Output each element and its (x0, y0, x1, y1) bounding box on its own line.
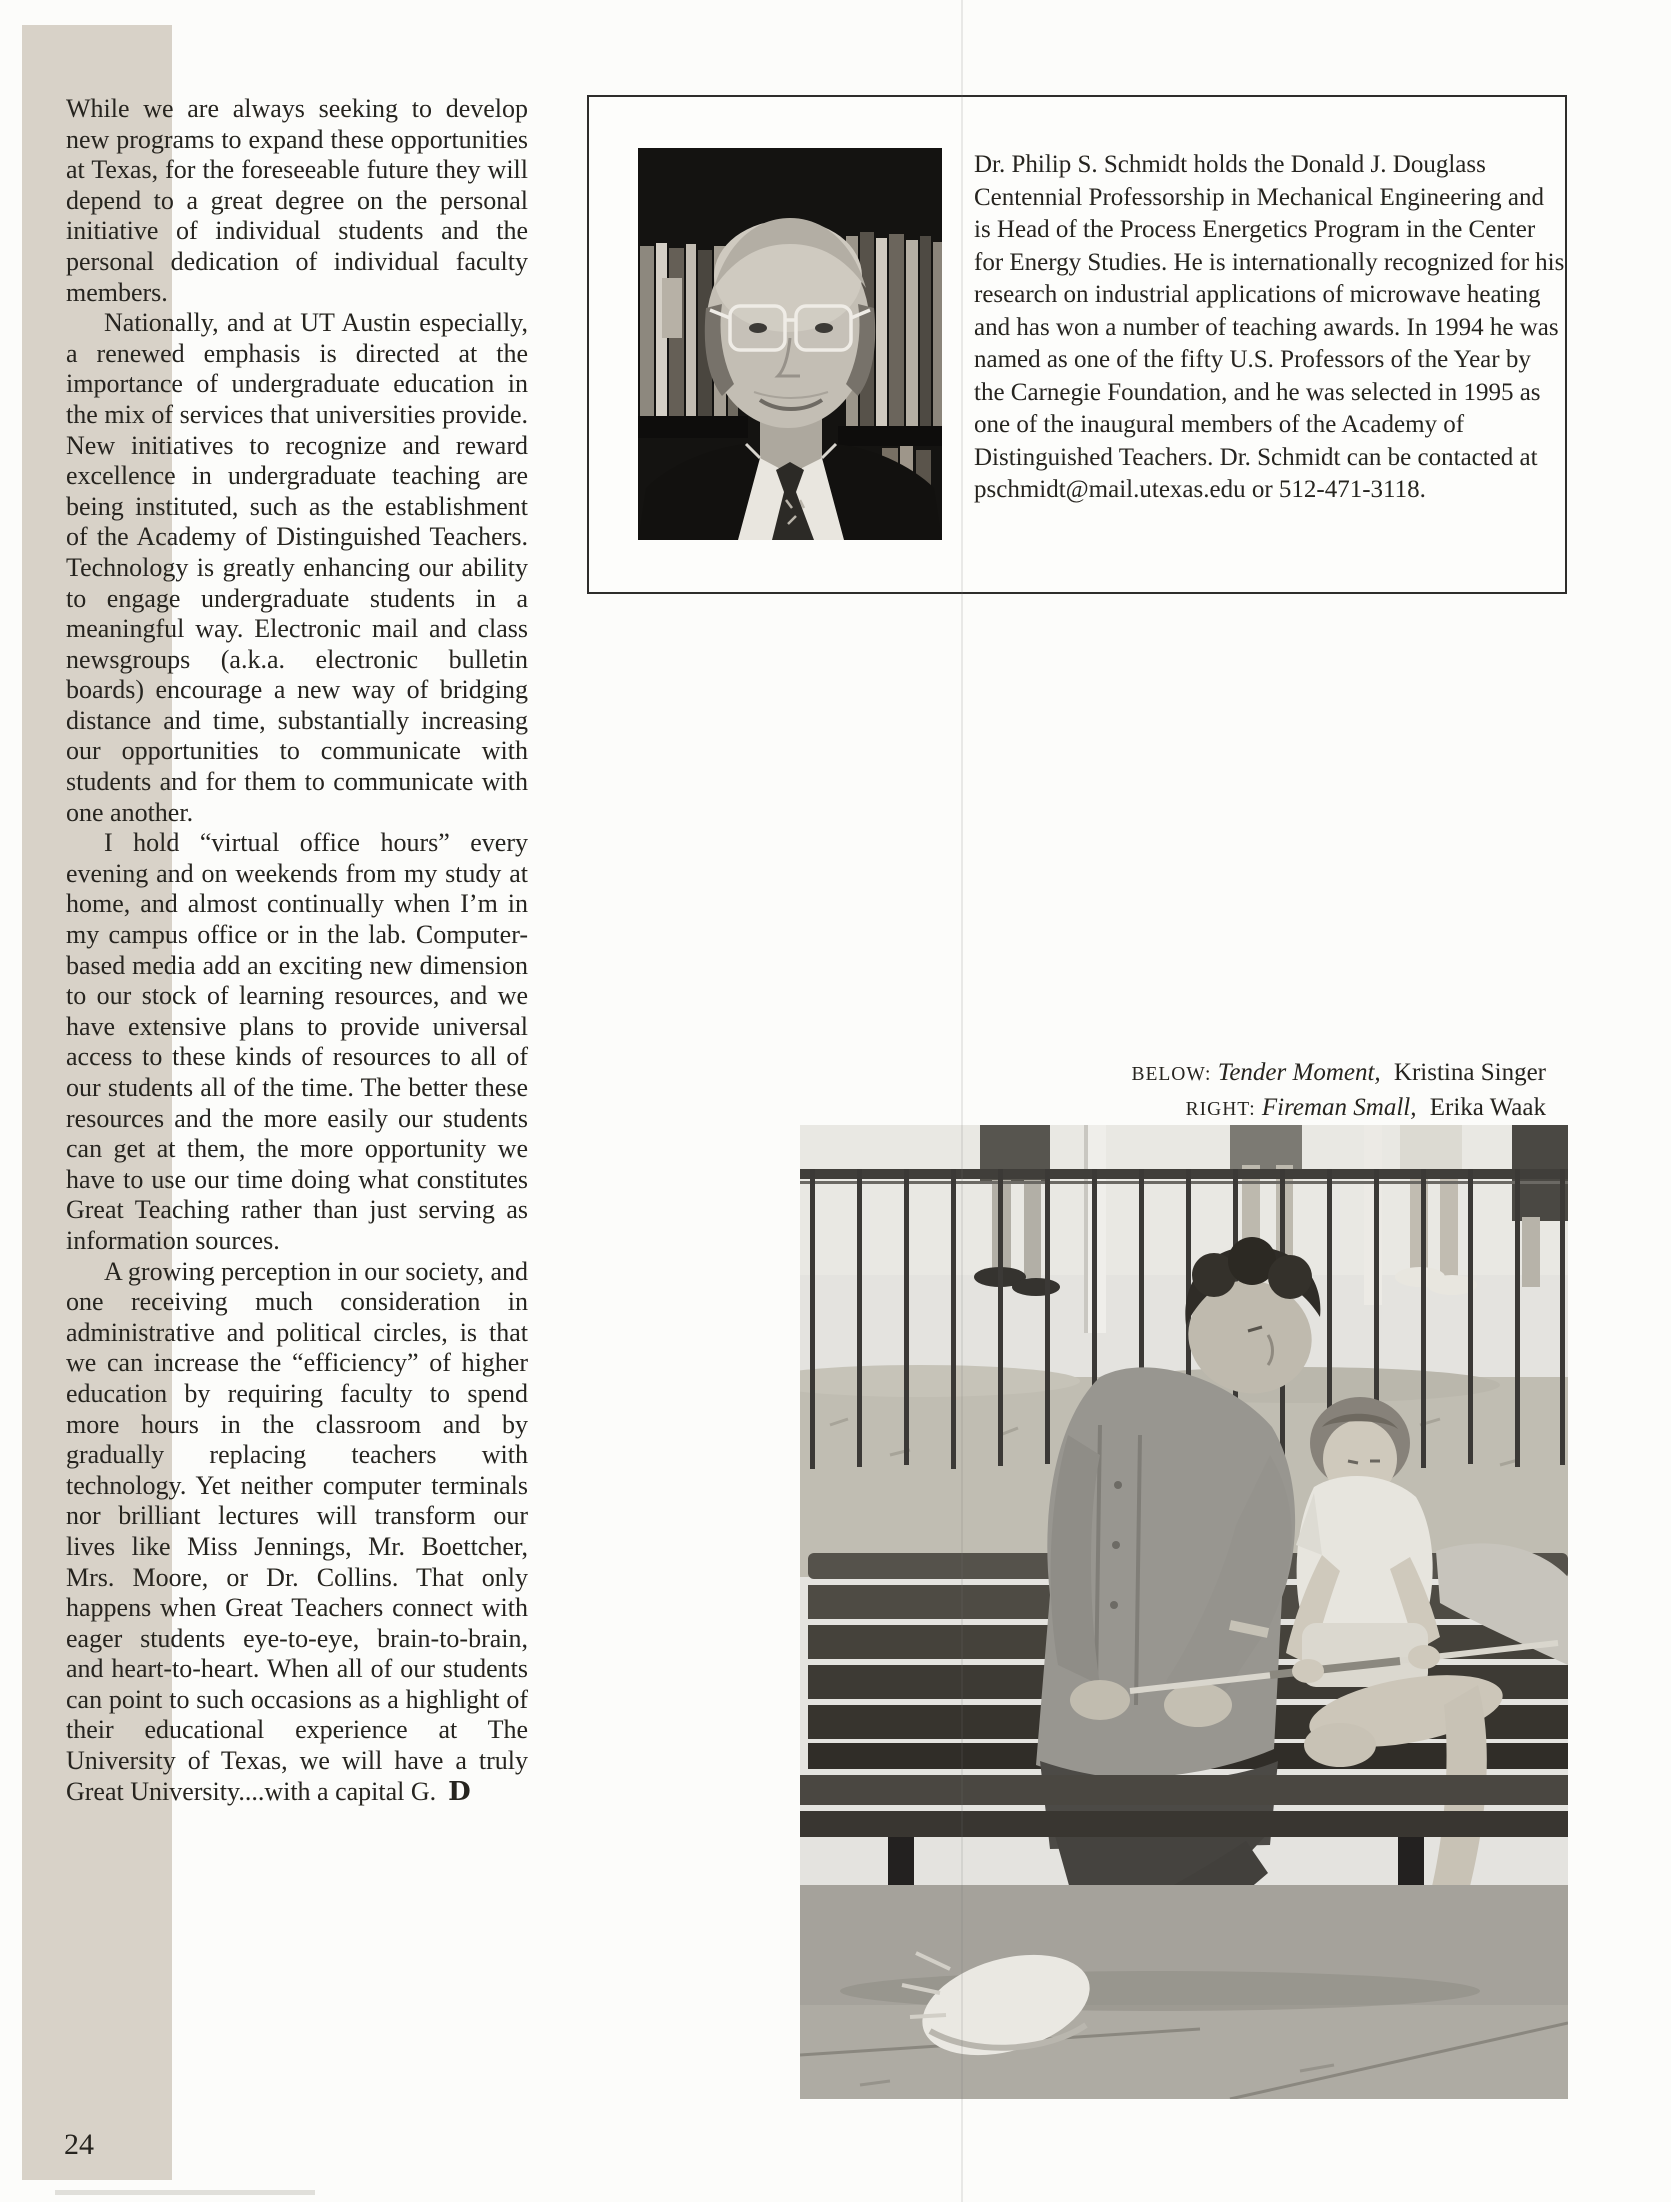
page-number: 24 (64, 2128, 94, 2161)
tender-moment-photo (800, 1125, 1568, 2099)
scan-smudge (55, 2190, 315, 2195)
article-paragraph-text: A growing perception in our society, and one receiving much consideration in administrative and political circles, is that we can increase the “efficiency” of higher education by requiring faculty to spend more hours in the classroom and by gradually replacing teachers with technology. Yet neither computer terminals nor brilliant lectures will transform our lives like Miss Jennings, Mr. Boettcher, Mrs. Moore, or Dr. Collins. That only happens when Great Teachers connect with eager students eye-to-eye, brain-to-brain, and heart-to-heart. When all of our students can point to such occasions as a highlight of their educational experience at The University of Texas, we will have a truly Great University....with a capital G. (66, 1256, 528, 1806)
caption-below-title: Tender Moment, (1217, 1059, 1381, 1086)
bio-text: Dr. Philip S. Schmidt holds the Donald J. Douglass Centennial Professorship in Mechanical Engineering and is Head of the Process Energetics Program in the Center for Energy Studies. He is internationally recognized for his research on industrial applications of microwave heating and has won a number of teaching awards. In 1994 he was named as one of the fifty U.S. Professors of the Year by the Carnegie Foundation, and he was selected in 1995 as one of the inaugural members of the Academy of Distinguished Teachers. Dr. Schmidt can be contacted at pschmidt@mail.utexas.edu or 512-471-3118. (974, 151, 1565, 503)
caption-right (1026, 1091, 1546, 1126)
caption-right-label: RIGHT: (1185, 1099, 1256, 1120)
caption-below (1026, 1056, 1546, 1091)
caption-right-title: Fireman Small, (1261, 1094, 1417, 1121)
portrait-photo (638, 148, 942, 540)
caption-below-credit: Kristina Singer (1393, 1059, 1546, 1086)
profile-box (587, 95, 1567, 594)
article-paragraph: While we are always seeking to develop new programs to expand these opportunities at Texas, for the foreseeable future they will depend to a great degree on the personal initiative of individual students and the personal dedication of individual faculty members. (66, 94, 528, 307)
pavement (800, 1885, 1568, 2099)
photo-captions (1026, 1056, 1546, 1126)
page-fold-line (961, 0, 963, 2202)
article-paragraph: I hold “virtual office hours” every evening and on weekends from my study at home, and almost continually when I’m in my campus office or in the lab. Computer-based media add an exciting new dimension to our stock of learning resources, and we have extensive plans to provide universal access to these kinds of resources to all of our students all of the time. The better these resources and the more easily our students can get at them, the more opportunity we have to use our time doing what constitutes Great Teaching rather than just serving as information sources. (66, 828, 528, 1255)
article-end-mark-icon: D (448, 1776, 471, 1807)
article-paragraph (66, 1257, 528, 1808)
caption-below-label: BELOW: (1131, 1064, 1212, 1085)
article-column (66, 94, 528, 1807)
caption-right-credit: Erika Waak (1429, 1094, 1546, 1121)
article-paragraph: Nationally, and at UT Austin especially, a renewed emphasis is directed at the importance of undergraduate education in the mix of services that universities provide. New initiatives to recognize and reward excellence in undergraduate teaching are being instituted, such as the establishment of the Academy of Distinguished Teachers. Technology is greatly enhancing our ability to engage undergraduate students in a meaningful way. Electronic mail and class newsgroups (a.k.a. electronic bulletin boards) encourage a new way of bridging distance and time, substantially increasing our opportunities to communicate with students and for them to communicate with one another. (66, 308, 528, 827)
